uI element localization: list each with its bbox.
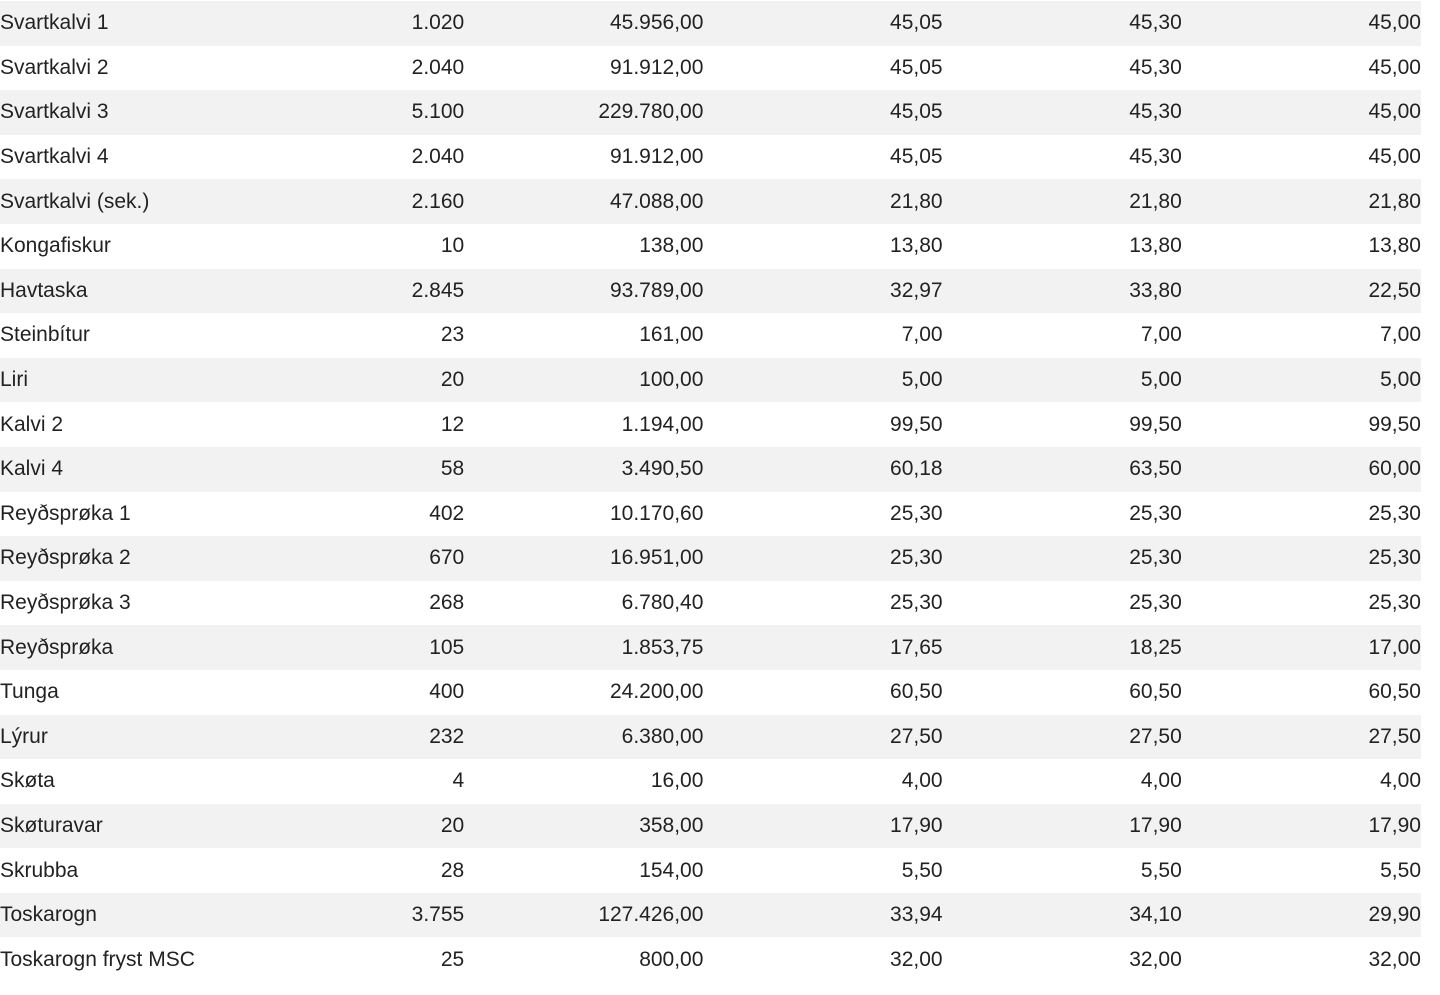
species-name-cell: Steinbítur	[0, 323, 90, 347]
value-cell: 16,00	[650, 769, 704, 793]
average-price-cell: 7,00	[901, 323, 943, 347]
max-price-cell: 21,80	[1129, 189, 1182, 213]
species-name-cell: Tunga	[0, 680, 59, 704]
value-cell: 24.200,00	[609, 680, 704, 704]
max-price-cell: 45,30	[1129, 100, 1182, 124]
min-price-cell: 21,80	[1368, 189, 1421, 213]
table-row	[0, 313, 1421, 358]
table-row	[0, 358, 1421, 403]
value-cell: 358,00	[639, 813, 704, 837]
value-cell: 3.490,50	[621, 457, 704, 481]
table-row	[0, 269, 1421, 314]
quantity-cell: 3.755	[411, 903, 465, 927]
average-price-cell: 32,97	[890, 278, 943, 302]
min-price-cell: 45,00	[1368, 145, 1421, 169]
min-price-cell: 17,00	[1368, 635, 1421, 659]
average-price-cell: 60,50	[890, 680, 943, 704]
min-price-cell: 29,90	[1368, 903, 1421, 927]
table-row	[0, 715, 1421, 760]
average-price-cell: 5,50	[901, 858, 943, 882]
average-price-cell: 60,18	[890, 457, 943, 481]
value-cell: 100,00	[639, 368, 704, 392]
min-price-cell: 60,00	[1368, 457, 1421, 481]
table-row	[0, 492, 1421, 537]
species-name-cell: Kongafiskur	[0, 234, 111, 258]
quantity-cell: 2.845	[411, 278, 465, 302]
quantity-cell: 670	[429, 546, 465, 570]
average-price-cell: 45,05	[890, 145, 943, 169]
max-price-cell: 4,00	[1140, 769, 1182, 793]
table-row	[0, 135, 1421, 180]
quantity-cell: 268	[429, 591, 465, 615]
value-cell: 161,00	[639, 323, 704, 347]
quantity-cell: 23	[440, 323, 465, 347]
table-row	[0, 402, 1421, 447]
price-table-body	[0, 1, 1421, 982]
value-cell: 16.951,00	[609, 546, 704, 570]
quantity-cell: 105	[429, 635, 465, 659]
quantity-cell: 5.100	[411, 100, 465, 124]
quantity-cell: 20	[440, 813, 465, 837]
value-cell: 6.780,40	[621, 591, 704, 615]
min-price-cell: 7,00	[1380, 323, 1421, 347]
value-cell: 800,00	[639, 947, 704, 971]
table-row	[0, 759, 1421, 804]
max-price-cell: 7,00	[1140, 323, 1182, 347]
value-cell: 1.853,75	[621, 635, 704, 659]
average-price-cell: 17,90	[890, 813, 943, 837]
quantity-cell: 2.160	[411, 189, 465, 213]
species-name-cell: Svartkalvi 2	[0, 55, 109, 79]
average-price-cell: 45,05	[890, 100, 943, 124]
quantity-cell: 28	[440, 858, 465, 882]
table-row	[0, 625, 1421, 670]
quantity-cell: 4	[452, 769, 465, 793]
average-price-cell: 33,94	[890, 903, 943, 927]
table-row	[0, 804, 1421, 849]
table-row	[0, 581, 1421, 626]
max-price-cell: 34,10	[1129, 903, 1182, 927]
average-price-cell: 27,50	[890, 724, 943, 748]
species-name-cell: Skøta	[0, 769, 55, 793]
value-cell: 47.088,00	[609, 189, 704, 213]
value-cell: 10.170,60	[609, 501, 704, 525]
min-price-cell: 5,00	[1380, 368, 1421, 392]
species-name-cell: Reyðsprøka	[0, 635, 114, 659]
price-table	[0, 1, 1421, 982]
average-price-cell: 5,00	[901, 368, 943, 392]
average-price-cell: 21,80	[890, 189, 943, 213]
quantity-cell: 20	[440, 368, 465, 392]
max-price-cell: 5,00	[1140, 368, 1182, 392]
max-price-cell: 63,50	[1129, 457, 1182, 481]
table-row	[0, 179, 1421, 224]
quantity-cell: 1.020	[411, 11, 465, 35]
quantity-cell: 25	[440, 947, 465, 971]
min-price-cell: 27,50	[1368, 724, 1421, 748]
average-price-cell: 4,00	[901, 769, 943, 793]
value-cell: 91.912,00	[609, 145, 704, 169]
quantity-cell: 2.040	[411, 55, 465, 79]
max-price-cell: 33,80	[1129, 278, 1182, 302]
min-price-cell: 25,30	[1368, 546, 1421, 570]
quantity-cell: 402	[429, 501, 465, 525]
average-price-cell: 25,30	[890, 546, 943, 570]
min-price-cell: 45,00	[1368, 55, 1421, 79]
min-price-cell: 32,00	[1368, 947, 1421, 971]
quantity-cell: 400	[429, 680, 465, 704]
species-name-cell: Reyðsprøka 2	[0, 546, 131, 570]
species-name-cell: Liri	[0, 368, 29, 392]
quantity-cell: 232	[429, 724, 465, 748]
average-price-cell: 45,05	[890, 11, 943, 35]
species-name-cell: Havtaska	[0, 278, 88, 302]
value-cell: 91.912,00	[609, 55, 704, 79]
species-name-cell: Skøturavar	[0, 813, 103, 837]
max-price-cell: 32,00	[1129, 947, 1182, 971]
table-row	[0, 1, 1421, 46]
species-name-cell: Kalvi 2	[0, 412, 64, 436]
value-cell: 127.426,00	[598, 903, 704, 927]
max-price-cell: 45,30	[1129, 55, 1182, 79]
max-price-cell: 27,50	[1129, 724, 1182, 748]
min-price-cell: 45,00	[1368, 100, 1421, 124]
value-cell: 93.789,00	[609, 278, 704, 302]
value-cell: 138,00	[639, 234, 704, 258]
max-price-cell: 25,30	[1129, 546, 1182, 570]
table-row	[0, 893, 1421, 938]
table-row	[0, 670, 1421, 715]
average-price-cell: 32,00	[890, 947, 943, 971]
species-name-cell: Reyðsprøka 3	[0, 591, 131, 615]
quantity-cell: 2.040	[411, 145, 465, 169]
value-cell: 45.956,00	[609, 11, 704, 35]
table-row	[0, 536, 1421, 581]
max-price-cell: 45,30	[1129, 145, 1182, 169]
min-price-cell: 17,90	[1368, 813, 1421, 837]
max-price-cell: 5,50	[1140, 858, 1182, 882]
species-name-cell: Kalvi 4	[0, 457, 64, 481]
table-row	[0, 90, 1421, 135]
species-name-cell: Svartkalvi 1	[0, 11, 109, 35]
min-price-cell: 13,80	[1368, 234, 1421, 258]
max-price-cell: 13,80	[1129, 234, 1182, 258]
species-name-cell: Reyðsprøka 1	[0, 501, 131, 525]
max-price-cell: 25,30	[1129, 591, 1182, 615]
max-price-cell: 17,90	[1129, 813, 1182, 837]
average-price-cell: 13,80	[890, 234, 943, 258]
average-price-cell: 25,30	[890, 591, 943, 615]
max-price-cell: 45,30	[1129, 11, 1182, 35]
max-price-cell: 25,30	[1129, 501, 1182, 525]
value-cell: 6.380,00	[621, 724, 704, 748]
value-cell: 229.780,00	[598, 100, 704, 124]
table-row	[0, 224, 1421, 269]
min-price-cell: 22,50	[1368, 278, 1421, 302]
average-price-cell: 45,05	[890, 55, 943, 79]
table-row	[0, 937, 1421, 982]
species-name-cell: Skrubba	[0, 858, 79, 882]
min-price-cell: 99,50	[1368, 412, 1421, 436]
min-price-cell: 5,50	[1380, 858, 1421, 882]
min-price-cell: 25,30	[1368, 501, 1421, 525]
species-name-cell: Svartkalvi 4	[0, 145, 109, 169]
species-name-cell: Svartkalvi (sek.)	[0, 189, 150, 213]
quantity-cell: 58	[440, 457, 465, 481]
quantity-cell: 12	[440, 412, 465, 436]
species-name-cell: Toskarogn fryst MSC	[0, 947, 195, 971]
species-name-cell: Svartkalvi 3	[0, 100, 109, 124]
average-price-cell: 25,30	[890, 501, 943, 525]
max-price-cell: 18,25	[1129, 635, 1182, 659]
min-price-cell: 45,00	[1368, 11, 1421, 35]
table-row	[0, 46, 1421, 91]
average-price-cell: 17,65	[890, 635, 943, 659]
species-name-cell: Toskarogn	[0, 903, 97, 927]
value-cell: 1.194,00	[621, 412, 704, 436]
table-row	[0, 447, 1421, 492]
average-price-cell: 99,50	[890, 412, 943, 436]
min-price-cell: 60,50	[1368, 680, 1421, 704]
min-price-cell: 4,00	[1380, 769, 1421, 793]
max-price-cell: 99,50	[1129, 412, 1182, 436]
min-price-cell: 25,30	[1368, 591, 1421, 615]
value-cell: 154,00	[639, 858, 704, 882]
species-name-cell: Lýrur	[0, 724, 48, 748]
max-price-cell: 60,50	[1129, 680, 1182, 704]
quantity-cell: 10	[440, 234, 465, 258]
table-row	[0, 848, 1421, 893]
